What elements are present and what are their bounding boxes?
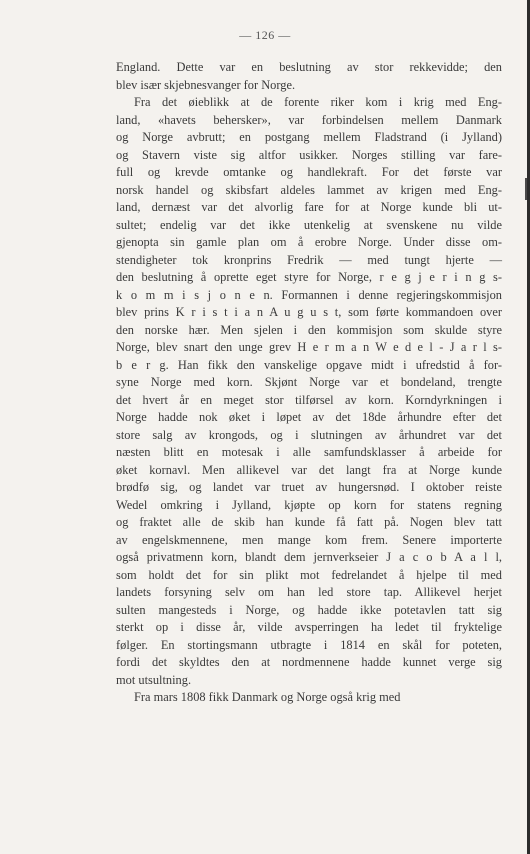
text-line: norsk handel og skibsfart aldeles lammet av krigen med Eng- bbox=[116, 182, 502, 197]
text-line: Wedel omkring i Jylland, kjøpte op korn for statens regning bbox=[116, 497, 502, 512]
text-line: land, dernæst var det alvorlig fare for at Norge kunde bli ut- bbox=[116, 200, 502, 214]
text-line: sulten mangesteds i Norge, og hadde ikke potetavlen tatt sig bbox=[116, 602, 502, 617]
text-line: av engelskmennene, men mange kom frem. Senere importerte bbox=[116, 532, 502, 547]
edge-mark bbox=[525, 178, 527, 200]
text-line: land, «havets behersker», var forbindelsen mellem Danmark bbox=[116, 112, 502, 127]
text-line: som holdt det for sin plikt mot fedrelandet å hjelpe til med bbox=[116, 567, 502, 582]
text-line: syne Norge med korn. Skjønt Norge var et bondeland, trengte bbox=[116, 375, 502, 389]
text-line: følger. En stortingsmann utbragte i 1814 en skål for poteten, bbox=[116, 637, 502, 652]
text-line: Fra det øieblikk at de forente riker kom i krig med Eng- bbox=[134, 95, 502, 109]
text-line: og Norge avbrutt; en postgang mellem Fladstrand (i Jylland) bbox=[116, 130, 502, 144]
text-line: det hvert år en meget stor tilførsel av korn. Korndyrkningen i bbox=[116, 392, 502, 407]
text-line: gjenopta sin gamle plan om å erobre Norge. Under disse om- bbox=[116, 235, 502, 249]
text-line: full og krevde omtanke og handlekraft. For det første var bbox=[116, 165, 502, 179]
text-line: og Stavern viste sig altfor usikker. Norges stilling var fare- bbox=[116, 147, 502, 162]
page-number: — 126 — bbox=[239, 28, 291, 42]
text-line: mot utsultning. bbox=[116, 672, 192, 687]
text-line: k o m m i s j o n e n. Formannen i denne regjeringskommisjon bbox=[116, 287, 502, 302]
text-line: landets forsyning selv om han led store tap. Allikevel herjet bbox=[116, 585, 502, 599]
body-text bbox=[116, 59, 502, 707]
text-line: også privatmenn korn, blandt dem jernverkseier J a c o b A a l l, bbox=[116, 550, 502, 564]
text-line: brødfø sig, og landet var truet av hungersnød. I oktober reiste bbox=[116, 480, 502, 494]
text-line: Norge, blev snart den unge grev H e r m a n W e d e l - J a r l s- bbox=[116, 340, 502, 354]
text-line: øket kornavl. Men allikevel var det langt fra at Norge kunde bbox=[116, 462, 502, 477]
text-line: sterkt op i disse år, vilde avsperringen ha ledet til fryktelige bbox=[116, 620, 502, 634]
text-line: Fra mars 1808 fikk Danmark og Norge også krig med bbox=[134, 690, 401, 704]
text-line: b e r g. Han fikk den vanskelige opgave midt i ufredstid å for- bbox=[116, 357, 502, 372]
text-line: næsten blitt en motesak i alle samfundsklasser å arbeide for bbox=[116, 445, 502, 459]
text-line: den beslutning å oprette eget styre for Norge, r e g j e r i n g s- bbox=[116, 270, 502, 284]
text-line: store salg av krongods, og i slutningen av århundret var det bbox=[116, 427, 502, 442]
text-line: England. Dette var en beslutning av stor rekkevidde; den bbox=[116, 60, 502, 74]
text-line: fordi det skyldtes den at nordmennene hadde kunnet verge sig bbox=[116, 655, 502, 669]
text-line: blev især skjebnesvanger for Norge. bbox=[116, 77, 296, 92]
text-line: blev prins K r i s t i a n A u g u s t, som førte kommandoen over bbox=[116, 305, 502, 319]
text-line: den norske hær. Men sjelen i den kommisjon som skulde styre bbox=[116, 322, 502, 337]
text-line: og fraktet alle de skib han kunde få fatt på. Nogen blev tatt bbox=[116, 515, 502, 529]
text-line: Norge hadde nok øket i løpet av det 18de århundre efter det bbox=[116, 410, 502, 424]
text-line: sultet; endelig var det ikke utenkelig at svenskene nu vilde bbox=[116, 217, 502, 232]
text-line: stendigheter tok kronprins Fredrik — med tungt hjerte — bbox=[116, 252, 502, 267]
